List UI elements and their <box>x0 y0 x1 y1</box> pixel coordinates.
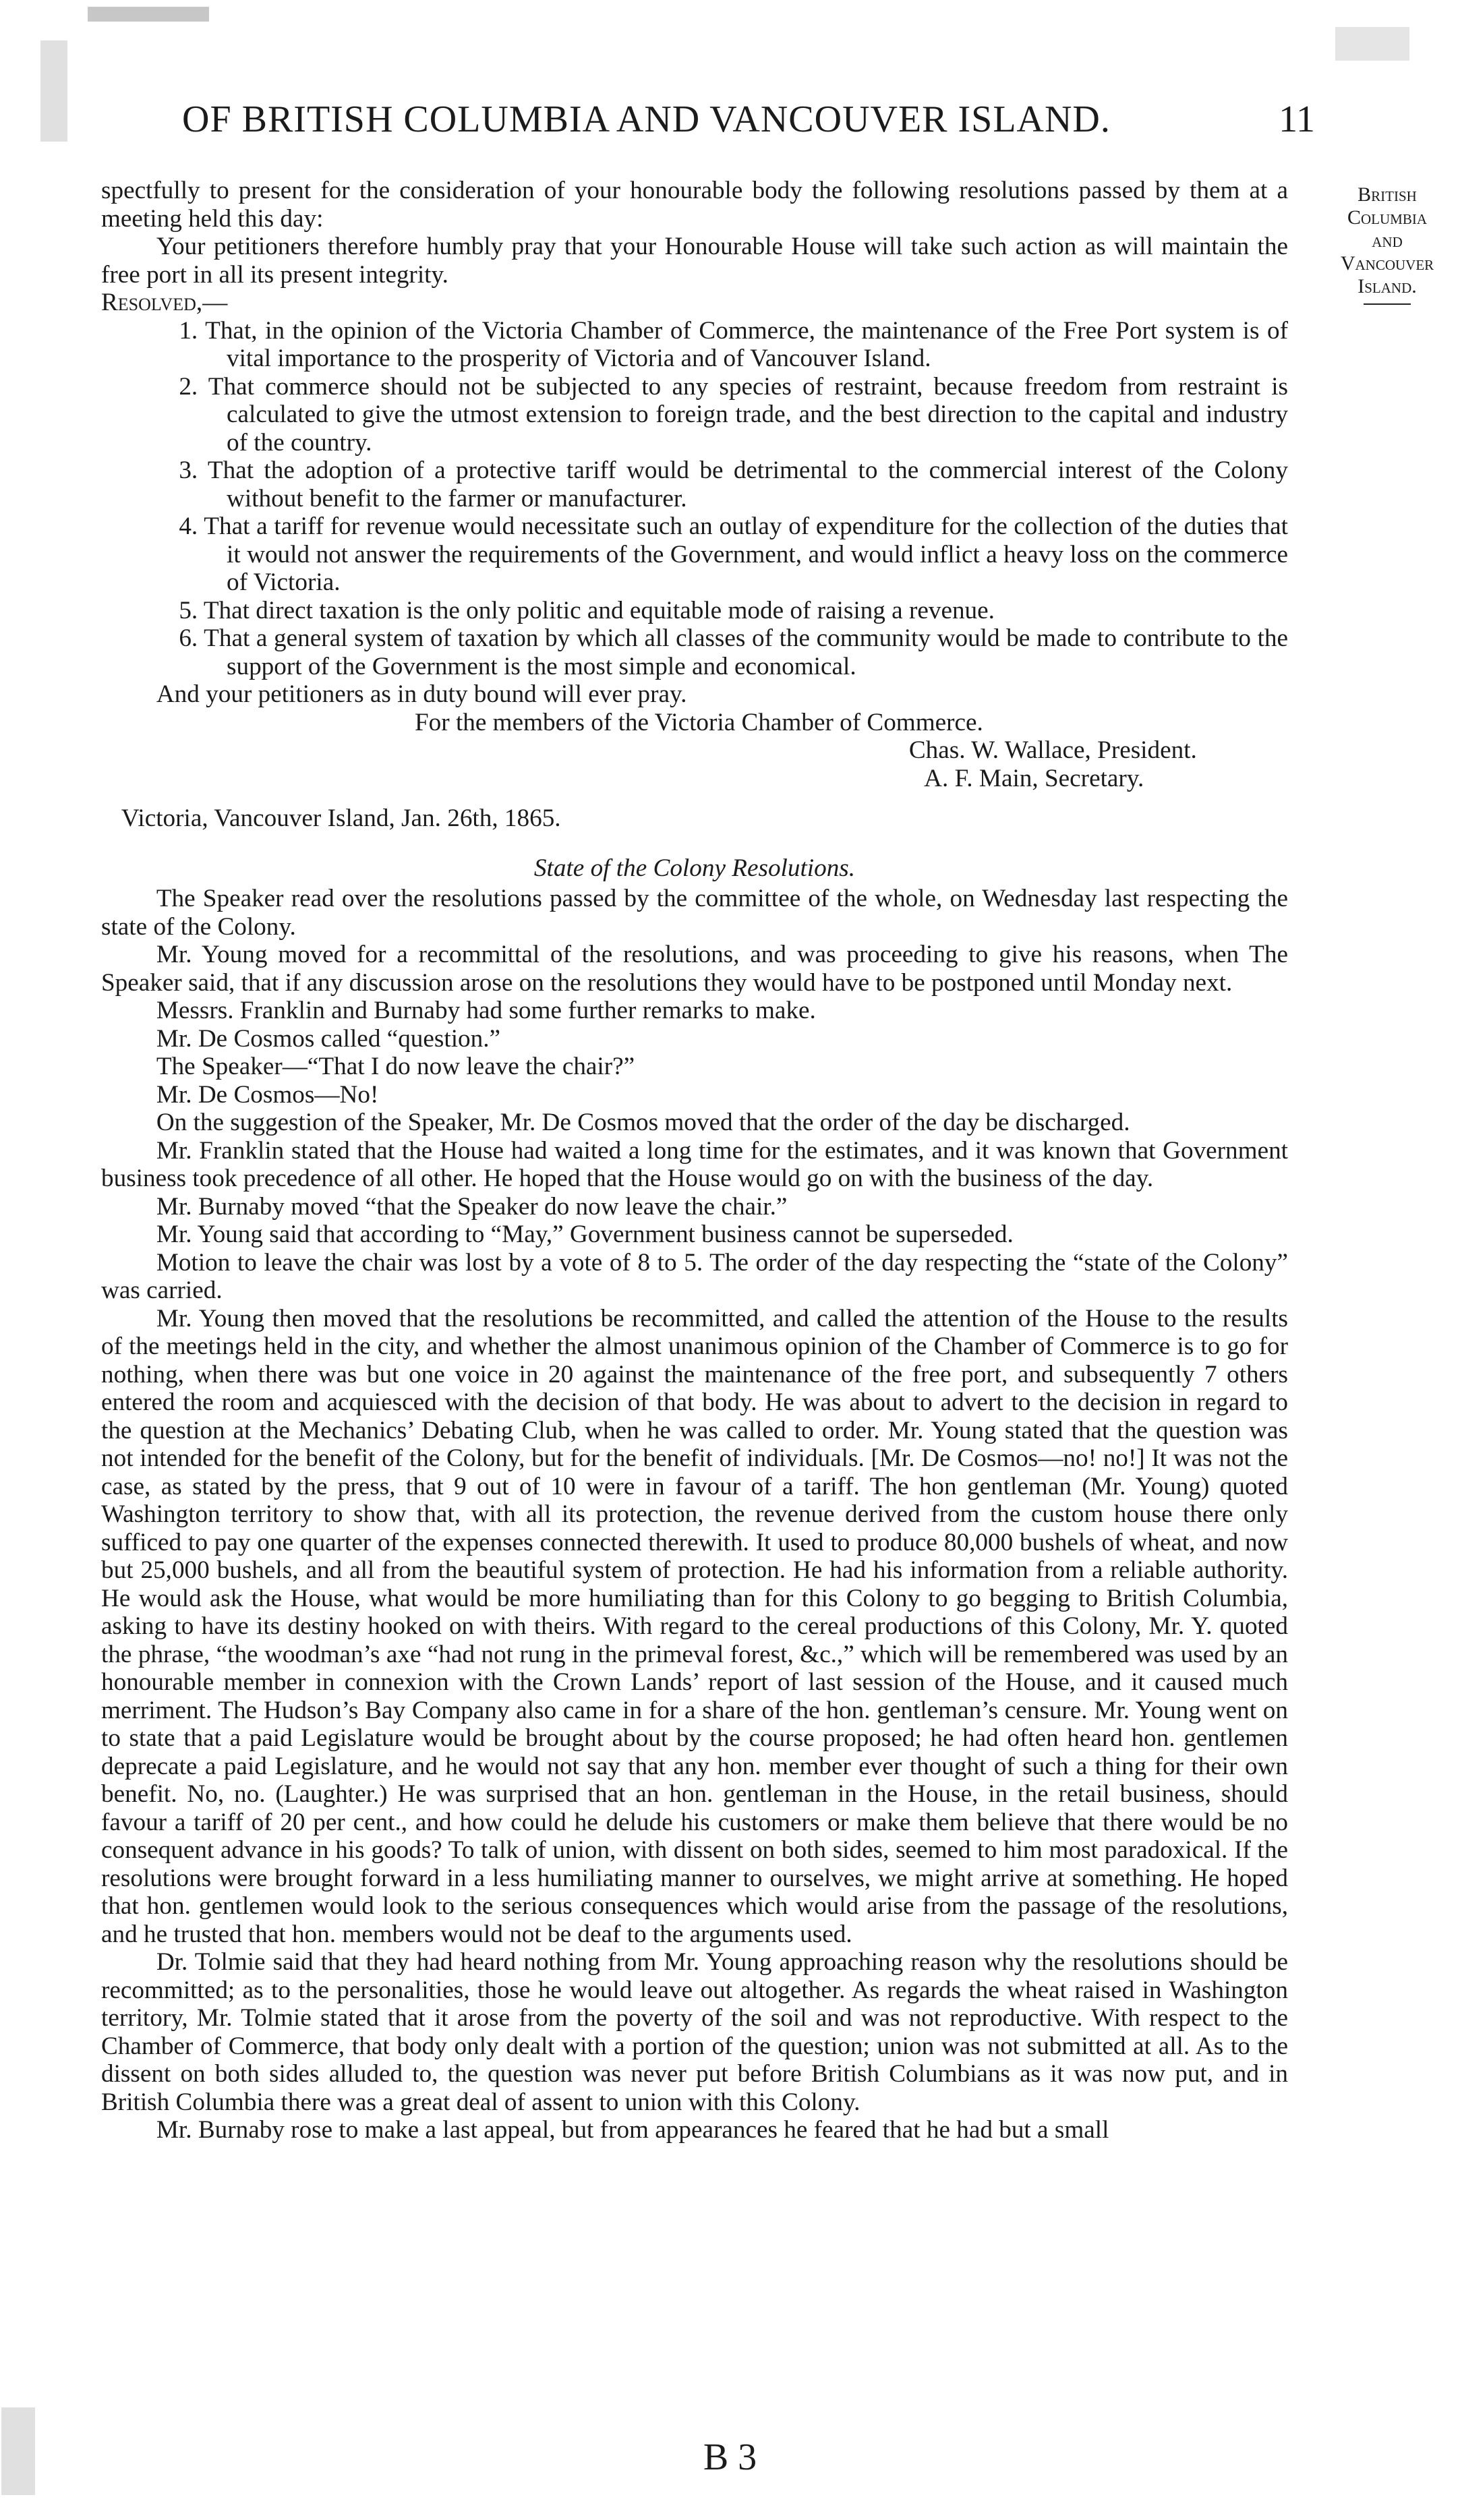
petition-paragraph: Your petitioners therefore humbly pray that your Honourable House will take such action as will maintain the free port in all its present integrity. <box>101 233 1288 289</box>
page-body <box>101 177 1288 2144</box>
running-title: OF BRITISH COLUMBIA AND VANCOUVER ISLAND. <box>182 98 1111 140</box>
debate-paragraph: Mr. Young moved for a recommittal of the resolutions, and was proceeding to give his reasons, when The Speaker said, that if any discussion arose on the resolutions they would have to be postponed until Monday next. <box>101 941 1288 997</box>
debate-paragraph: Mr. Burnaby rose to make a last appeal, but from appearances he feared that he had but a small <box>156 2116 1109 2144</box>
debate-paragraph: Messrs. Franklin and Burnaby had some further remarks to make. <box>156 997 816 1024</box>
debate-paragraph: Mr. Franklin stated that the House had waited a long time for the estimates, and it was known that Government business took precedence of all other. He hoped that the House would go on with the business of the day. <box>101 1136 1288 1192</box>
resolution-item: 2. That commerce should not be subjected to any species of restraint, because freedom from restraint is calculated to give the utmost extension to foreign trade, and the best direction to the capital and industry of the country. <box>179 372 1288 457</box>
debate-paragraph: Mr. De Cosmos called “question.” <box>156 1024 501 1053</box>
petition-closing: And your petitioners as in duty bound will ever pray. <box>156 680 687 708</box>
page-number: 11 <box>1279 98 1315 140</box>
debate-paragraph: Mr. De Cosmos—No! <box>156 1080 379 1109</box>
debate-paragraph: Motion to leave the chair was lost by a vote of 8 to 5. The order of the day respecting the “state of the Colony” was carried. <box>101 1248 1288 1304</box>
resolved-label: Resolved,— <box>101 289 228 316</box>
debate-paragraph: The Speaker—“That I do now leave the chair?” <box>156 1053 635 1080</box>
debate-paragraph: Dr. Tolmie said that they had heard nothing from Mr. Young approaching reason why the resolutions should be recommitted; as to the personalities, those he would leave out altogether. As regards the wheat raised in Washington territory, Mr. Tolmie stated that it arose from the poverty of the soil and was not reproductive. With respect to the Chamber of Commerce, that body only dealt with a portion of the question; union was not submitted at all. As to the dissent on both sides alluded to, the question was never put before British Columbians as it was now put, and in British Columbia there was a great deal of assent to union with this Colony. <box>101 1948 1288 2116</box>
resolution-item: 5. That direct taxation is the only politic and equitable mode of raising a revenue. <box>179 596 995 624</box>
marginal-note <box>1323 183 1451 305</box>
scan-smudge-top-left <box>88 7 209 22</box>
marginal-note-line: British <box>1357 183 1417 206</box>
signature-secretary: A. F. Main, Secretary. <box>924 764 1144 792</box>
debate-paragraph: On the suggestion of the Speaker, Mr. De Cosmos moved that the order of the day be discharged. <box>156 1109 1130 1136</box>
debate-paragraph: The Speaker read over the resolutions passed by the committee of the whole, on Wednesday last respecting the state of the Colony. <box>101 885 1288 941</box>
debate-paragraph: Mr. Young said that according to “May,” Government business cannot be superseded. <box>156 1221 1014 1248</box>
printer-signature-mark: B 3 <box>703 2436 757 2478</box>
debate-paragraph: Mr. Young then moved that the resolutions be recommitted, and called the attention of the House to the results of the meetings held in the city, and whether the almost unanimous opinion of the Chamber of Commerce is to go for nothing, when there was but one voice in 20 against the maintenance of the free port, and subsequently 7 others entered the room and acquiesced with the decision of that body. He was about to advert to the decision in regard to the question at the Mechanics’ Debating Club, when he was called to order. Mr. Young stated that the question was not intended for the benefit of the Colony, but for the benefit of individuals. [Mr. De Cosmos—no! no!] It was not the case, as stated by the press, that 9 out of 10 were in favour of a tariff. The hon gentleman (Mr. Young) quoted Washington territory to show that, with all its protection, the revenue derived from the custom house there only sufficed to pay one quarter of the expenses connected therewith. It used to produce 80,000 bushels of wheat, and now but 25,000 bushels, and all from the beautiful system of protection. He had his information from a reliable authority. He would ask the House, what would be more humiliating than for this Colony to go begging to British Columbia, asking to have its destiny hooked on with theirs. With regard to the cereal productions of this Colony, Mr. Y. quoted the phrase, “the woodman’s axe “had not rung in the primeval forest, &c.,” which will be remembered was used by an honourable member in connexion with the Crown Lands’ report of last session of the House, and it caused much merriment. The Hudson’s Bay Company also came in for a share of the hon. gentleman’s censure. Mr. Young went on to state that a paid Legislature would be brought about by the course proposed; he had often heard hon. gentlemen deprecate a paid Legislature, and he would not say that any hon. member ever thought of such a thing for their own benefit. No, no. (Laughter.) He was surprised that an hon. gentleman in the House, in the retail business, should favour a tariff of 20 per cent., and how could he delude his customers or make them believe that there would be no consequent advance in his goods? To talk of union, with dissent on both sides, seemed to him most paradoxical. If the resolutions were brought forward in a less humiliating manner to ourselves, we might arrive at something. He hoped that hon. gentlemen would look to the serious consequences which would arise from the passage of the resolutions, and he trusted that hon. members would not be deaf to the arguments used. <box>101 1304 1288 1948</box>
petition-paragraph: spectfully to present for the consideration of your honourable body the following resolutions passed by them at a meeting held this day: <box>101 177 1288 233</box>
signature-president: Chas. W. Wallace, President. <box>908 736 1197 764</box>
marginal-note-line: Island. <box>1357 275 1417 297</box>
marginal-note-line: Vancouver <box>1340 252 1434 274</box>
marginal-note-rule <box>1364 303 1411 305</box>
debate-paragraph: Mr. Burnaby moved “that the Speaker do now leave the chair.” <box>156 1192 788 1221</box>
resolution-item: 1. That, in the opinion of the Victoria Chamber of Commerce, the maintenance of the Free Port system is of vital importance to the prosperity of Victoria and of Vancouver Island. <box>179 316 1288 372</box>
resolution-item: 6. That a general system of taxation by which all classes of the community would be made to contribute to the support of the Government is the most simple and economical. <box>179 624 1288 680</box>
dateline: Victoria, Vancouver Island, Jan. 26th, 1865. <box>121 804 561 832</box>
signature-intro: For the members of the Victoria Chamber of Commerce. <box>415 708 983 736</box>
marginal-note-line: and <box>1372 229 1403 252</box>
resolution-item: 3. That the adoption of a protective tariff would be detrimental to the commercial interest of the Colony without benefit to the farmer or manufacturer. <box>179 457 1288 512</box>
resolution-item: 4. That a tariff for revenue would necessitate such an outlay of expenditure for the collection of the duties that it would not answer the requirements of the Government, and would inflict a heavy loss on the commerce of Victoria. <box>179 512 1288 596</box>
running-header <box>182 98 1315 152</box>
scan-smudge-top-right <box>1335 27 1409 61</box>
scan-smudge-left-margin <box>40 40 67 142</box>
section-heading: State of the Colony Resolutions. <box>533 854 856 882</box>
marginal-note-line: Columbia <box>1347 206 1427 229</box>
